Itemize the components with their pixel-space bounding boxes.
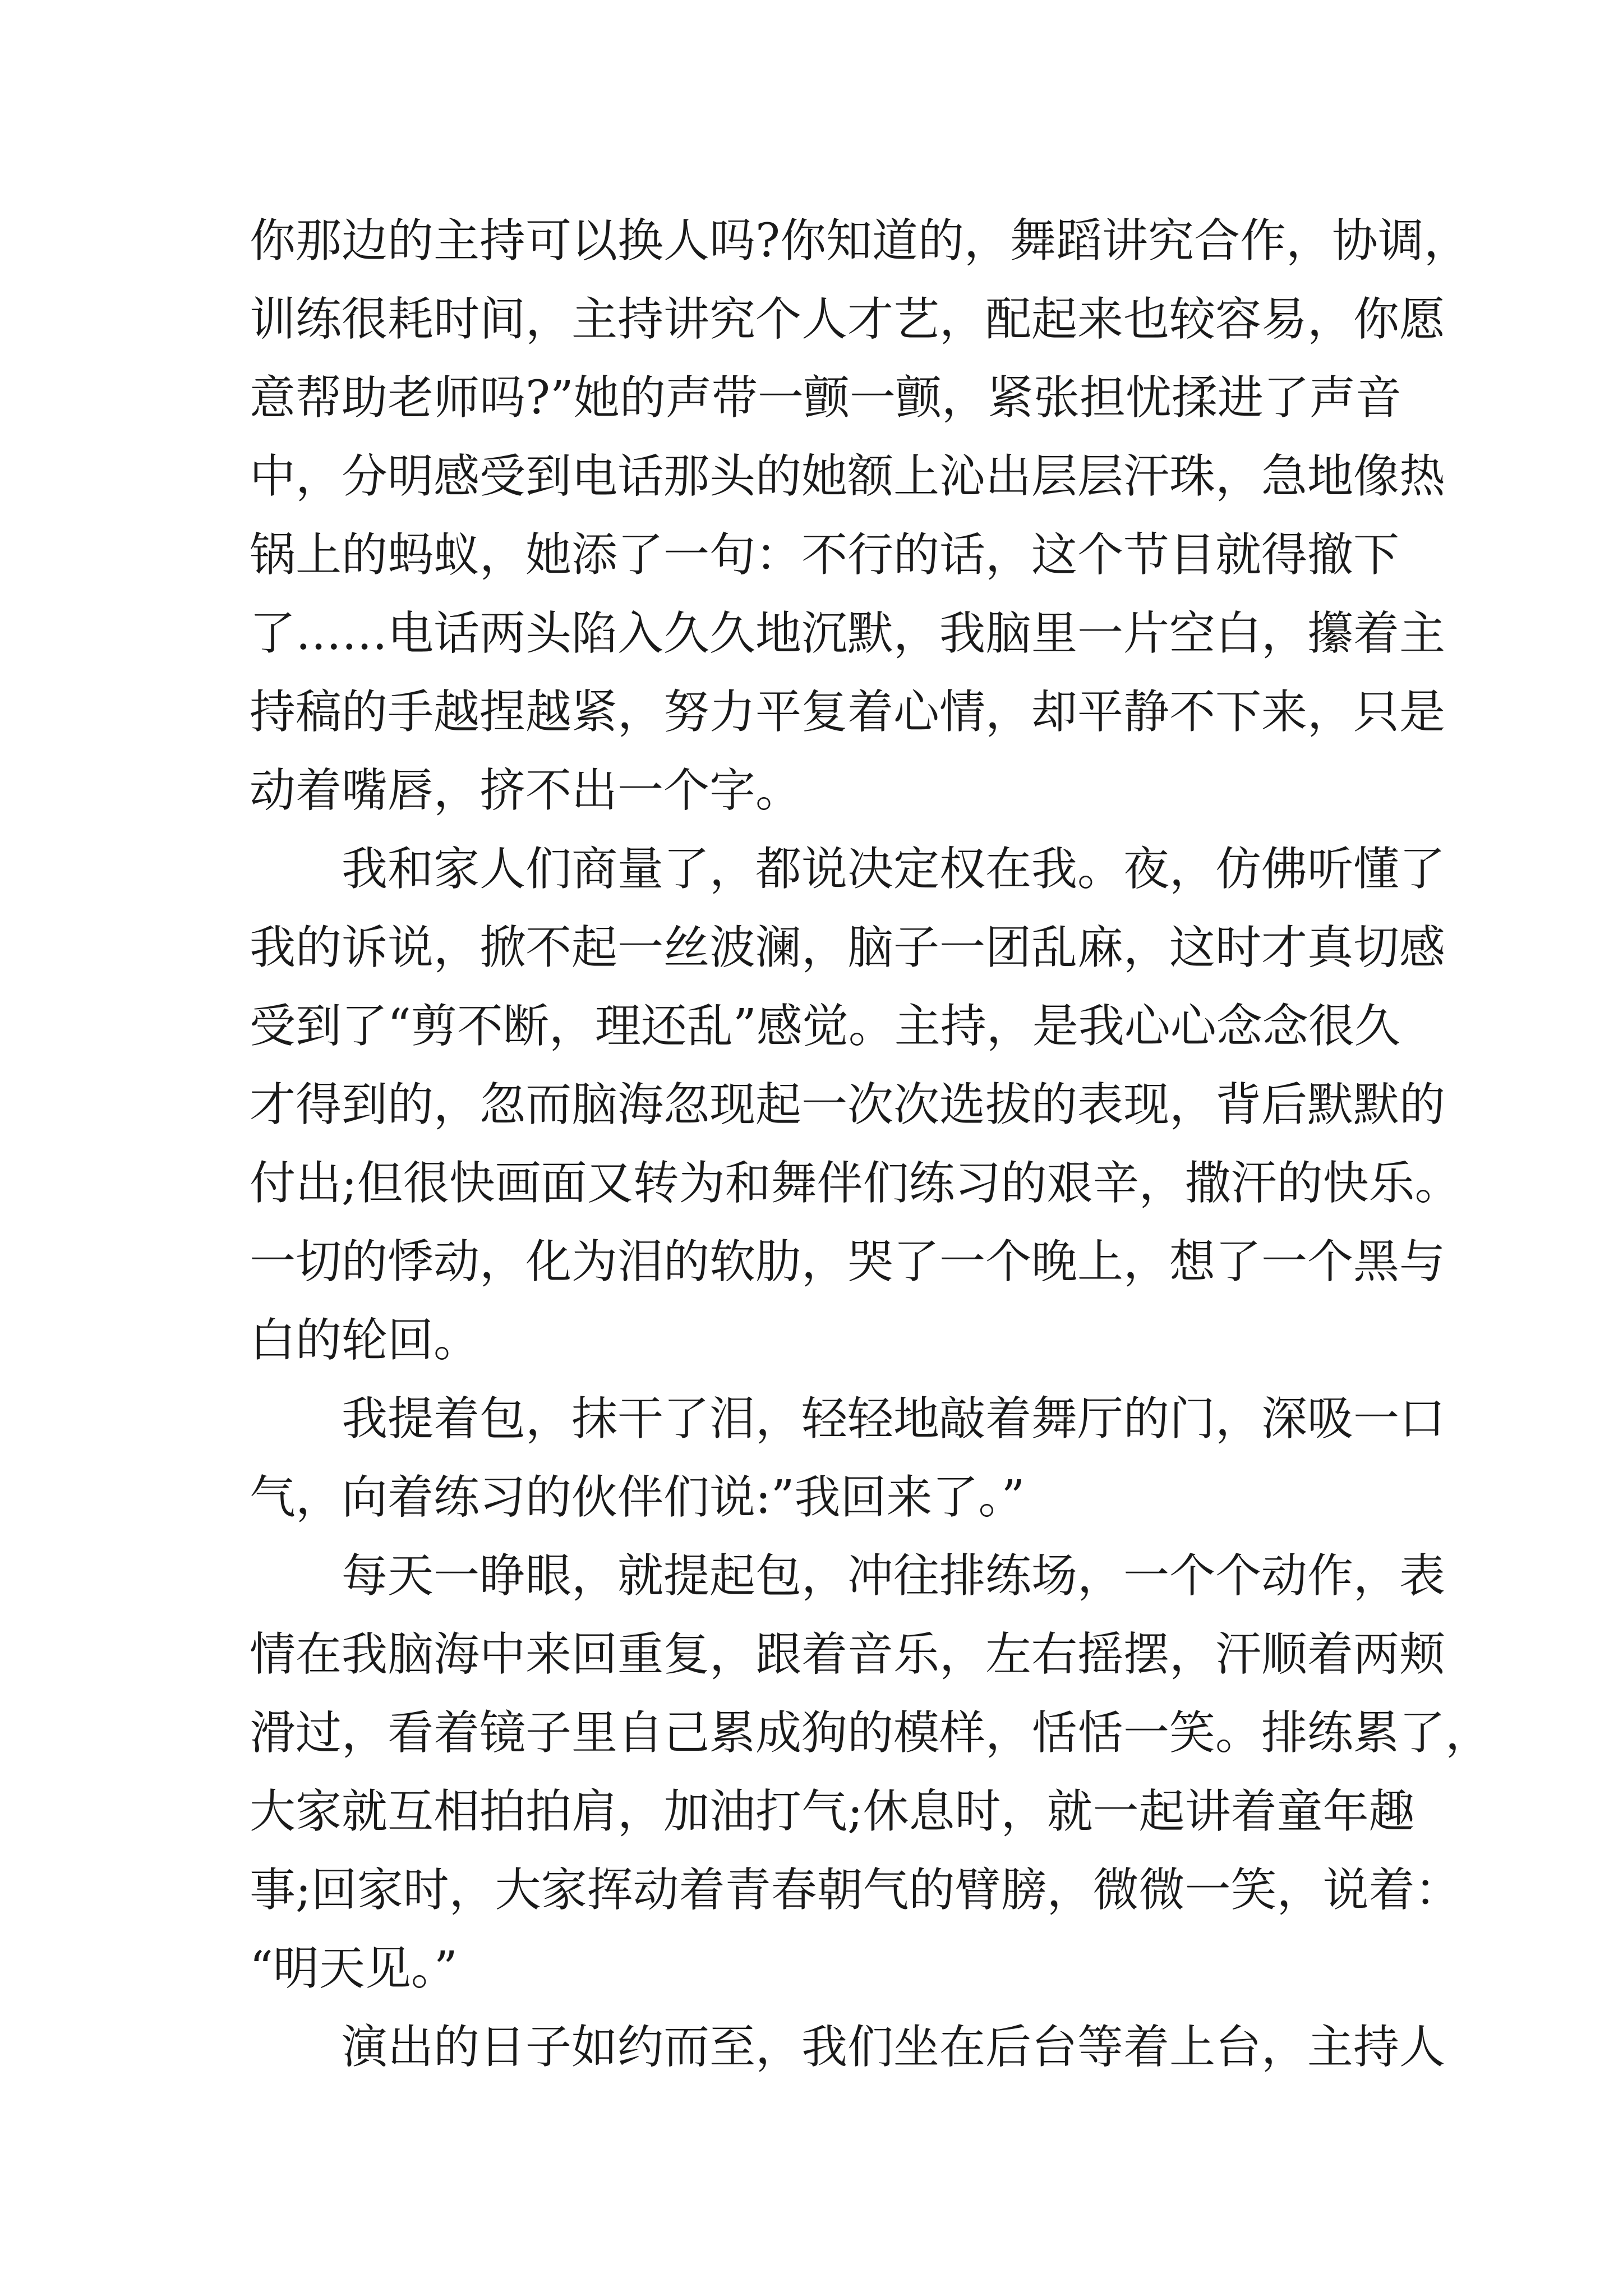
text-line: 了……电话两头陷入久久地沉默，我脑里一片空白，攥着主	[250, 607, 1446, 660]
body-text	[250, 202, 1492, 2087]
text-line: 我的诉说，掀不起一丝波澜，脑子一团乱麻，这时才真切感	[250, 921, 1446, 974]
text-line: 一切的悸动，化为泪的软肋，哭了一个晚上，想了一个黑与	[250, 1235, 1446, 1289]
text-line: 白的轮回。	[250, 1314, 480, 1367]
text-line: 锅上的蚂蚁，她添了一句：不行的话，这个节目就得撤下	[250, 528, 1400, 582]
text-line: 事;回家时，大家挥动着青春朝气的臂膀，微微一笑，说着：	[250, 1864, 1461, 1917]
text-line: 受到了“剪不断，理还乱”感觉。主持，是我心心念念很久	[250, 1000, 1400, 1053]
text-line: 中，分明感受到电话那头的她额上沁出层层汗珠，急地像热	[250, 450, 1446, 503]
text-line: 情在我脑海中来回重复，跟着音乐，左右摇摆，汗顺着两颊	[250, 1628, 1446, 1681]
text-line: 意帮助老师吗?”她的声带一颤一颤，紧张担忧揉进了声音	[250, 371, 1401, 425]
text-line: 才得到的，忽而脑海忽现起一次次选拔的表现，背后默默的	[250, 1078, 1446, 1131]
text-line: 你那边的主持可以换人吗?你知道的，舞蹈讲究合作，协调，	[250, 214, 1470, 268]
text-line: 气，向着练习的伙伴们说:”我回来了。”	[250, 1471, 1025, 1524]
text-line: 训练很耗时间，主持讲究个人才艺，配起来也较容易，你愿	[250, 293, 1446, 346]
text-line: 动着嘴唇，挤不出一个字。	[250, 764, 802, 817]
text-line: 每天一睁眼，就提起包，冲往排练场，一个个动作，表	[342, 1549, 1446, 1603]
text-line: 持稿的手越捏越紧，努力平复着心情，却平静不下来，只是	[250, 685, 1446, 739]
text-line: 我和家人们商量了，都说决定权在我。夜，仿佛听懂了	[342, 843, 1446, 896]
text-line: 付出;但很快画面又转为和舞伴们练习的艰辛，撒汗的快乐。	[250, 1157, 1461, 1210]
text-line: 大家就互相拍拍肩，加油打气;休息时，就一起讲着童年趣	[250, 1785, 1415, 1838]
text-line: “明天见。”	[250, 1942, 458, 1995]
text-line: 演出的日子如约而至，我们坐在后台等着上台，主持人	[342, 2021, 1446, 2074]
text-line: 我提着包，抹干了泪，轻轻地敲着舞厅的门，深吸一口	[342, 1392, 1446, 1446]
text-line: 滑过，看着镜子里自己累成狗的模样，恬恬一笑。排练累了，	[250, 1706, 1492, 1760]
